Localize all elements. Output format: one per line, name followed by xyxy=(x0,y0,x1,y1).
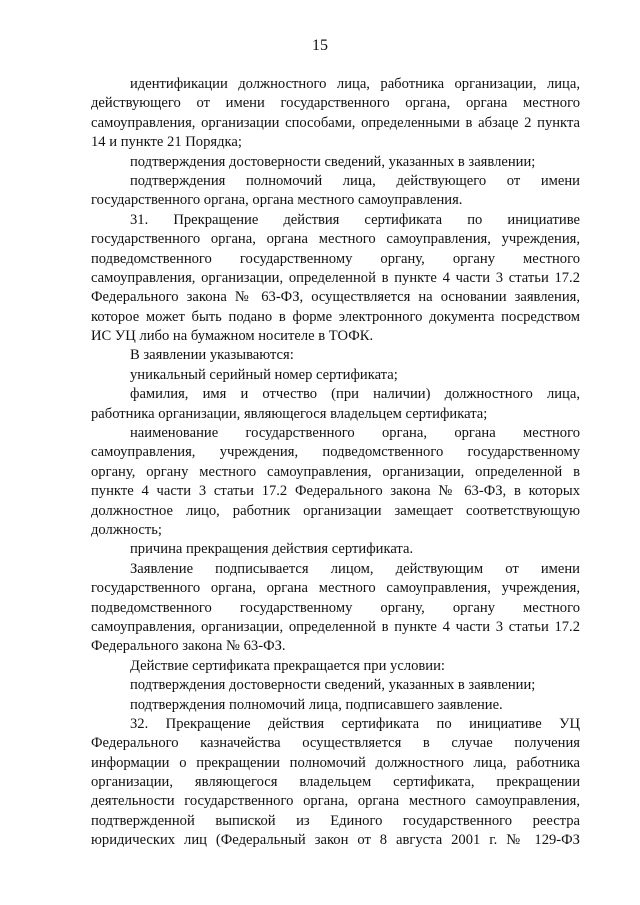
text-line: деятельности государственного органа, органа местного самоуправления, xyxy=(91,793,580,810)
text-line: самоуправления, организации способами, определенными в абзаце 2 пункта xyxy=(91,114,580,131)
text-line: самоуправления, учреждения, подведомственного государственному xyxy=(91,444,580,461)
text-line: должность; xyxy=(91,521,162,538)
text-line: государственного органа, органа местного самоуправления, учреждения, xyxy=(91,580,580,597)
text-line: организации, являющегося владельцем сертификата, прекращении xyxy=(91,774,580,791)
text-line: подтверждения полномочий лица, подписавшего заявление. xyxy=(130,696,503,713)
text-line: Федерального закона № 63-ФЗ. xyxy=(91,638,286,655)
text-line: юридических лиц (Федеральный закон от 8 августа 2001 г. № 129-ФЗ xyxy=(91,832,580,849)
text-line: подтверждения достоверности сведений, указанных в заявлении; xyxy=(130,153,536,170)
text-line: наименование государственного органа, органа местного xyxy=(130,425,580,442)
text-line: В заявлении указываются: xyxy=(130,347,294,364)
text-line: ИС УЦ либо на бумажном носителе в ТОФК. xyxy=(91,328,374,345)
text-line: которое может быть подано в форме электронного документа посредством xyxy=(91,308,580,325)
text-line: подведомственного государственному органу, органу местного xyxy=(91,250,580,267)
text-line: причина прекращения действия сертификата. xyxy=(130,541,414,558)
text-line: Федерального казначейства осуществляется в случае получения xyxy=(91,735,580,752)
text-line: 31. Прекращение действия сертификата по инициативе xyxy=(130,211,580,228)
text-line: самоуправления, организации, определенной в пункте 4 части 3 статьи 17.2 xyxy=(91,269,580,286)
text-line: государственного органа, органа местного самоуправления. xyxy=(91,192,463,209)
text-line: должностное лицо, работник организации замещает соответствующую xyxy=(91,502,580,519)
text-line: Федерального закона № 63-ФЗ, осуществляется на основании заявления, xyxy=(91,289,580,306)
text-line: подтверждения полномочий лица, действующего от имени xyxy=(130,172,580,189)
text-line: 14 и пункте 21 Порядка; xyxy=(91,134,242,151)
text-line: подтвержденной выпиской из Единого государственного реестра xyxy=(91,812,580,829)
text-line: информации о прекращении полномочий должностного лица, работника xyxy=(91,754,580,771)
text-line: действующего от имени государственного органа, органа местного xyxy=(91,95,580,112)
text-line: уникальный серийный номер сертификата; xyxy=(130,366,398,383)
text-line: идентификации должностного лица, работника организации, лица, xyxy=(130,76,580,92)
text-line: Действие сертификата прекращается при условии: xyxy=(130,657,445,674)
page-number: 15 xyxy=(312,37,328,54)
text-line: государственного органа, органа местного самоуправления, учреждения, xyxy=(91,231,580,248)
text-line: органу, органу местного самоуправления, организации, определенной в xyxy=(91,463,580,480)
text-line: подтверждения достоверности сведений, указанных в заявлении; xyxy=(130,677,536,694)
text-line: самоуправления, организации, определенной в пункте 4 части 3 статьи 17.2 xyxy=(91,618,580,635)
text-line: подведомственного государственному органу, органу местного xyxy=(91,599,580,616)
text-line: 32. Прекращение действия сертификата по инициативе УЦ xyxy=(130,715,580,732)
text-line: фамилия, имя и отчество (при наличии) должностного лица, xyxy=(130,386,580,403)
text-line: Заявление подписывается лицом, действующим от имени xyxy=(130,560,580,577)
text-line: работника организации, являющегося владельцем сертификата; xyxy=(91,405,488,422)
document-body xyxy=(91,75,580,851)
text-line: пункте 4 части 3 статьи 17.2 Федерального закона № 63-ФЗ, в которых xyxy=(91,483,580,500)
